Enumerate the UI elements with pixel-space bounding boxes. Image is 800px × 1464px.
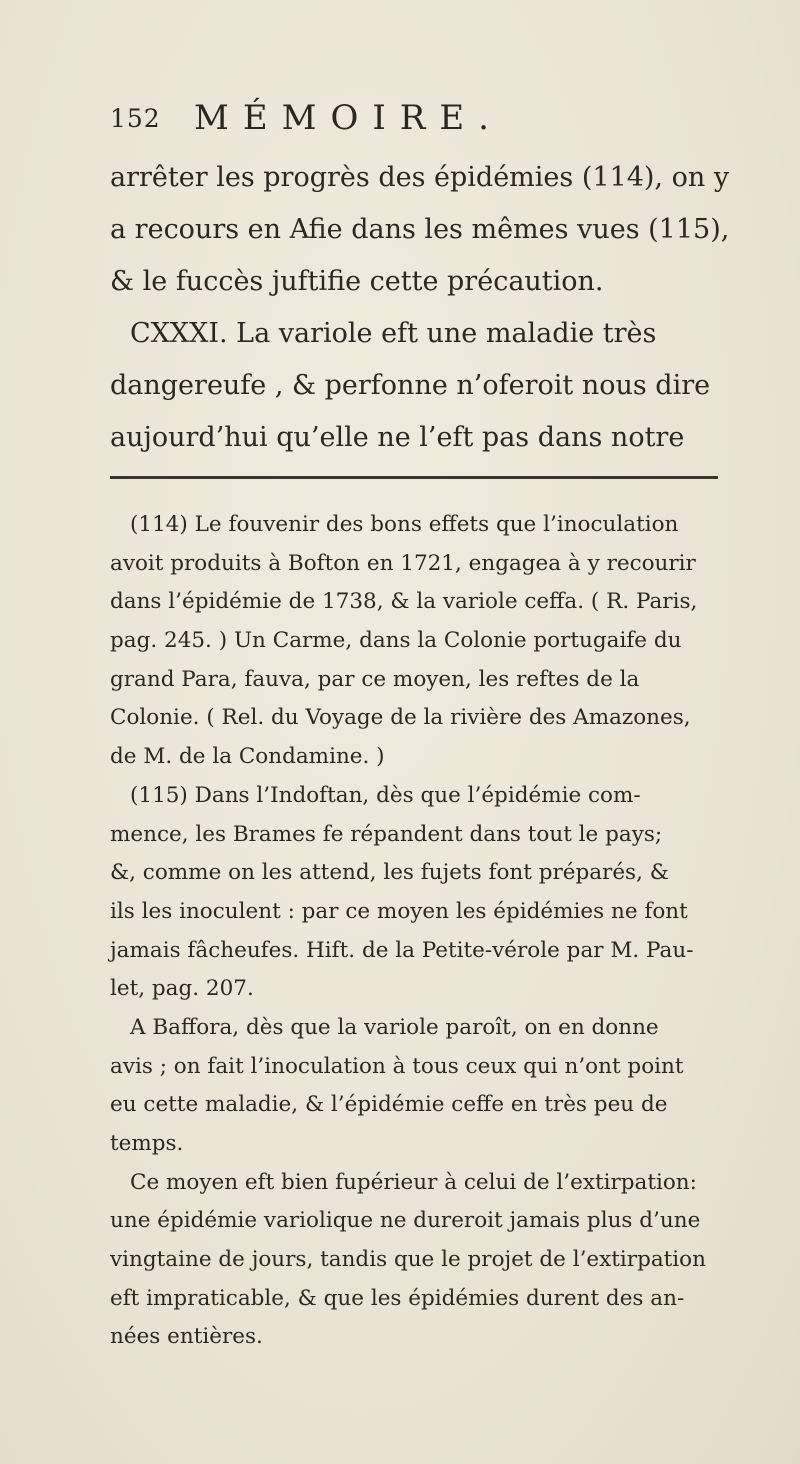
footnote-line: avis ; on fait l’inoculation à tous ceux qui n’ont point: [110, 1053, 684, 1079]
footnote-line: nées entières.: [110, 1324, 263, 1350]
footnote-line: eu cette maladie, & l’épidémie ceffe en très peu de: [110, 1092, 668, 1118]
footnote-line: eft impraticable, & que les épidémies durent des an-: [110, 1285, 685, 1311]
main-text-line: a recours en Afie dans les mêmes vues (115),: [110, 214, 730, 245]
page-header: [110, 98, 710, 142]
main-text-line: dangereufe , & perfonne n’oferoit nous dire: [110, 370, 711, 401]
footnote-line: let, pag. 207.: [110, 976, 254, 1002]
footnote-line: de M. de la Condamine. ): [110, 744, 385, 770]
footnote-divider: [110, 476, 718, 479]
main-text-line: aujourd’hui qu’elle ne l’eft pas dans notre: [110, 422, 685, 453]
footnote-line: avoit produits à Bofton en 1721, engagea à y recourir: [110, 550, 696, 576]
footnote-line: jamais fâcheufes. Hift. de la Petite-vérole par M. Pau-: [110, 937, 694, 963]
footnote-line: temps.: [110, 1131, 184, 1156]
footnote-line: mence, les Brames fe répandent dans tout le pays;: [110, 821, 663, 847]
footnote-line: Colonie. ( Rel. du Voyage de la rivière des Amazones,: [110, 705, 691, 731]
footnotes: [110, 506, 720, 1357]
page-number: 152: [110, 104, 161, 133]
footnote-line: vingtaine de jours, tandis que le projet de l’extirpation: [110, 1247, 706, 1273]
section-heading-line: CXXXI. La variole eft une maladie très: [130, 318, 657, 349]
main-text: [110, 152, 730, 464]
main-text-line: & le fuccès juftifie cette précaution.: [110, 266, 604, 297]
footnote-line: une épidémie variolique ne dureroit jamais plus d’une: [110, 1208, 701, 1234]
footnote-line: dans l’épidémie de 1738, & la variole ceffa. ( R. Paris,: [110, 589, 698, 615]
main-text-line: arrêter les progrès des épidémies (114), on y: [110, 162, 730, 193]
footnote-line: ils les inoculent : par ce moyen les épidémies ne font: [110, 898, 688, 924]
footnote-line: &, comme on les attend, les fujets font préparés, &: [110, 860, 669, 886]
footnote-114-start: (114) Le fouvenir des bons effets que l’inoculation: [130, 512, 679, 537]
footnote-paragraph-start: A Baffora, dès que la variole paroît, on en donne: [130, 1014, 659, 1040]
running-title: MÉMOIRE.: [194, 98, 503, 138]
footnote-115-start: (115) Dans l’Indoftan, dès que l’épidémie com-: [130, 782, 641, 808]
footnote-paragraph-start: Ce moyen eft bien fupérieur à celui de l’extirpation:: [130, 1169, 697, 1195]
footnote-line: grand Para, fauva, par ce moyen, les reftes de la: [110, 666, 640, 692]
footnote-line: pag. 245. ) Un Carme, dans la Colonie portugaife du: [110, 628, 682, 654]
